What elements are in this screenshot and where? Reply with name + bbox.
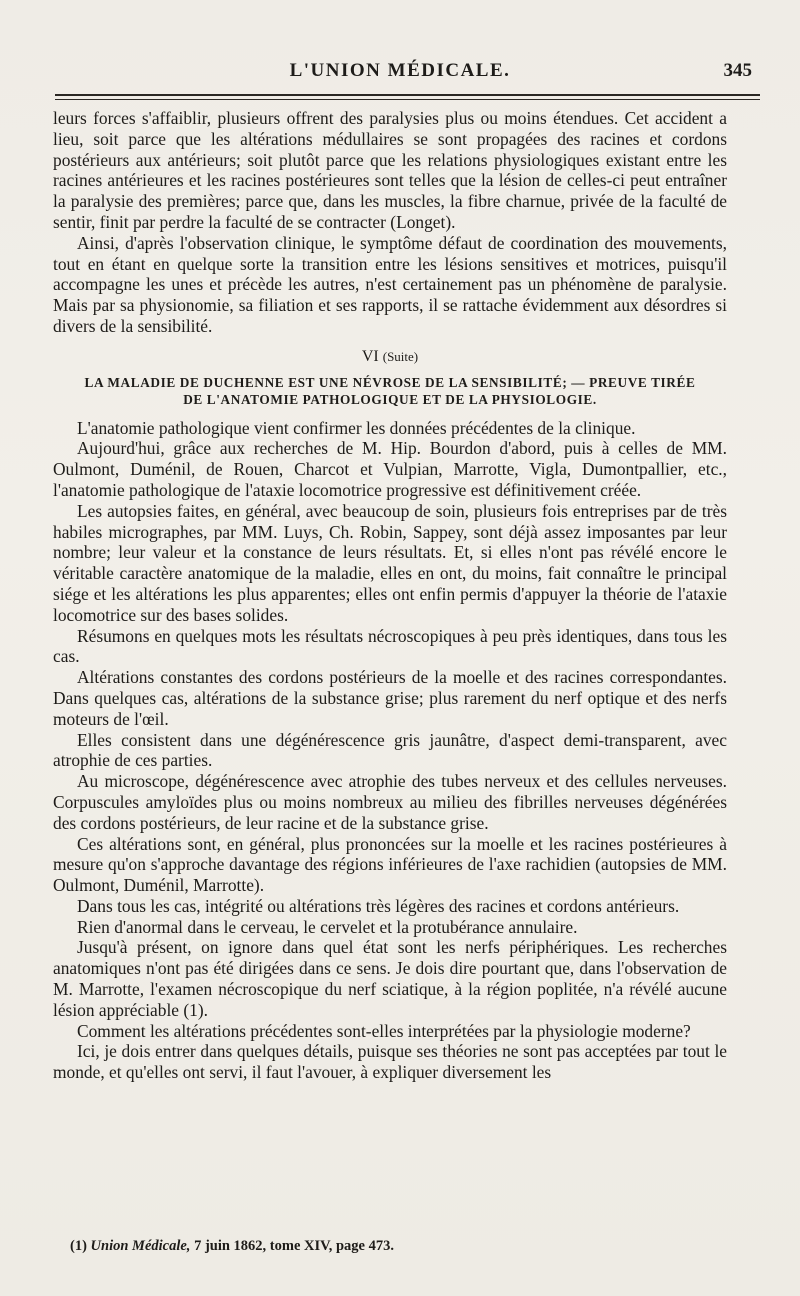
section-numeral: VI [361,347,379,365]
paragraph: Ici, je dois entrer dans quelques détails, puisque ses théories ne sont pas acceptées par tout le monde, et qu'elles ont servi, il faut l'avouer, à expliquer diversement les [53,1041,727,1083]
article-body [53,108,727,1083]
footnote-source: Union Médicale, [90,1238,191,1254]
footnote-marker: (1) [70,1238,87,1254]
footnote [70,1238,394,1255]
paragraph: Résumons en quelques mots les résultats nécroscopiques à peu près identiques, dans tous les cas. [53,625,727,667]
page-header [40,60,760,92]
paragraph: Dans tous les cas, intégrité ou altérations très légères des racines et cordons antérieurs. [77,895,680,916]
paragraph: L'anatomie pathologique vient confirmer les données précédentes de la clinique. [77,417,636,438]
paragraph: Ces altérations sont, en général, plus prononcées sur la moelle et les racines postérieures à mesure qu'on s'approche davantage des régions inférieures de l'axe rachidien (autopsies de MM. Oulmont, Duménil, Marrotte). [53,833,727,896]
paragraph: Jusqu'à présent, on ignore dans quel état sont les nerfs périphériques. Les recherches anatomiques n'ont pas été dirigées dans ce sens. Je dois dire pourtant que, dans l'observation de M. Marrotte, l'examen nécroscopique du nerf sciatique, à la région poplitée, n'a révélé aucune lésion appréciable (1). [53,937,727,1020]
paragraph: Les autopsies faites, en général, avec beaucoup de soin, plusieurs fois entreprises par de très habiles micrographes, par MM. Luys, Ch. Robin, Sappey, sont déjà assez imposantes par leur nombre; leur valeur et la constance de leurs résultats. Et, si elles n'ont pas révélé encore le véritable caractère anatomique de la maladie, elles en ont, du moins, fait connaître le principal siége et les altérations les plus apparentes; elles ont enfin permis d'appuyer la théorie de l'ataxie locomotrice sur des bases solides. [53,500,727,625]
footnote-reference: 7 juin 1862, tome XIV, page 473. [194,1238,394,1254]
section-suite: (Suite) [382,348,419,364]
section-heading-line: LA MALADIE DE DUCHENNE EST UNE NÉVROSE DE LA SENSIBILITÉ; — PREUVE TIRÉE [84,374,696,390]
header-rule-thin [55,99,760,100]
paragraph: Ainsi, d'après l'observation clinique, le symptôme défaut de coordination des mouvements, tout en étant en quelque sorte la transition entre les lésions sensitives et motrices, puisqu'il accompagne les unes et précède les autres, n'est certainement pas un phénomène de paralysie. Mais par sa physionomie, sa filiation et ses rapports, il se rattache évidemment aux désordres si divers de la sensibilité. [53,232,727,336]
paragraph: Comment les altérations précédentes sont-elles interprétées par la physiologie moderne? [77,1020,691,1041]
paragraph: Altérations constantes des cordons postérieurs de la moelle et des racines correspondantes. Dans quelques cas, altérations de la substance grise; plus rarement du nerf optique et des nerfs moteurs de l'œil. [53,667,727,729]
paragraph: Elles consistent dans une dégénérescence gris jaunâtre, d'aspect demi-transparent, avec atrophie de ces parties. [53,729,727,771]
paragraph: leurs forces s'affaiblir, plusieurs offrent des paralysies plus ou moins étendues. Cet accident a lieu, soit parce que les altérations médullaires se sont propagées des racines et cordons postérieurs aux antérieurs; soit plutôt parce que les relations physiologiques existant entre les racines antérieures et les racines postérieures sont telles que la lésion de celles-ci peut entraîner la paralysie des premières; parce que, dans les muscles, la fibre charnue, privée de la faculté de sentir, finit par perdre la faculté de se contracter (Longet). [53,108,727,232]
section-heading [53,374,727,408]
section-heading-line: DE L'ANATOMIE PATHOLOGIQUE ET DE LA PHYSIOLOGIE. [183,391,597,407]
header-rule [55,94,760,96]
paragraph: Rien d'anormal dans le cerveau, le cervelet et la protubérance annulaire. [77,916,578,937]
paragraph: Au microscope, dégénérescence avec atrophie des tubes nerveux et des cellules nerveuses. Corpuscules amyloïdes plus ou moins nombreux au milieu des fibrilles nerveuses dégénérées des cordons postérieurs, de leur racine et de la substance grise. [53,771,727,833]
page-number: 345 [723,60,752,81]
running-title: L'UNION MÉDICALE. [289,60,511,81]
paragraph: Aujourd'hui, grâce aux recherches de M. Hip. Bourdon d'abord, puis à celles de MM. Oulmont, Duménil, de Rouen, Charcot et Vulpian, Marrotte, Vigla, Dumontpallier, etc., l'anatomie pathologique de l'ataxie locomotrice progressive est définitivement créée. [53,438,727,500]
section-number [53,347,727,368]
